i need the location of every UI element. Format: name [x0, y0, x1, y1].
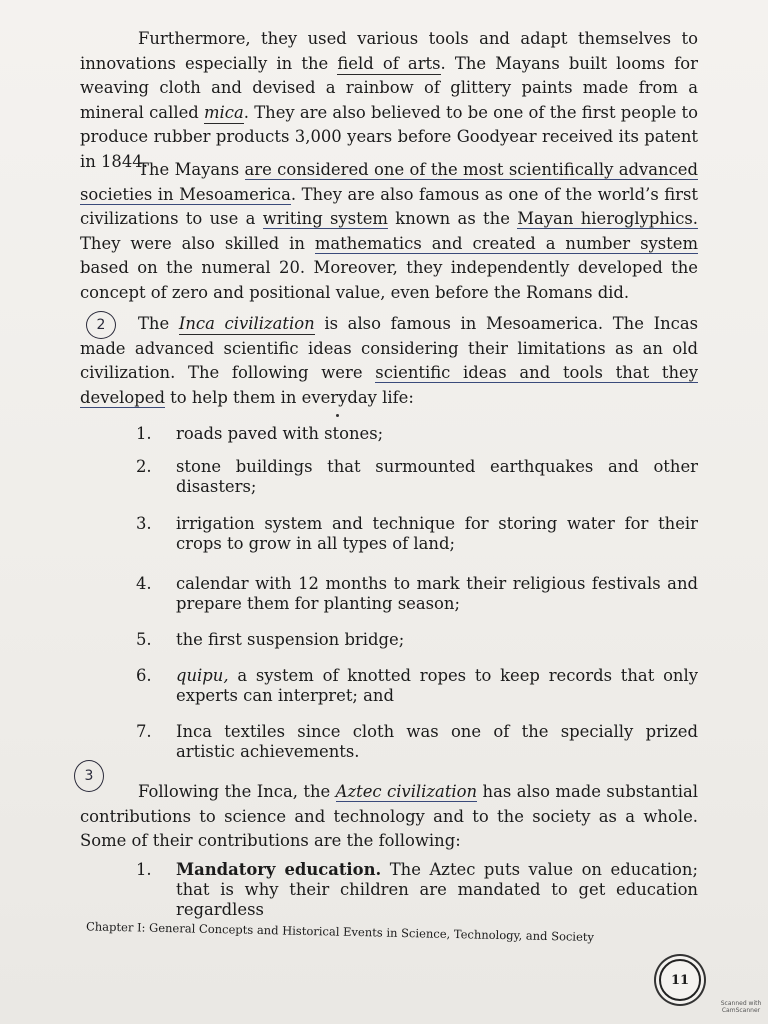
list-item	[136, 457, 698, 497]
list-text: irrigation system and technique for storing water for their crops to grow in all types of land;	[176, 514, 698, 553]
paragraph-inca-intro	[80, 312, 698, 410]
ink-underline: are considered one of the most scientifically advanced	[244, 160, 698, 179]
text: known as the	[387, 209, 518, 228]
paragraph-aztec-intro	[80, 780, 698, 854]
list-item	[136, 514, 698, 554]
handwritten-annotation: 2	[86, 311, 116, 339]
text: based on the numeral 20. Moreover, they independently developed the concept of zero and positional value, even before the Romans did.	[80, 258, 698, 302]
ink-underline: Aztec civilization	[335, 782, 478, 801]
ink-underline: scientific ideas and tools that they developed	[80, 363, 698, 407]
ink-underline: mathematics and created a number system	[314, 233, 698, 253]
text: is also famous in Mesoamerica. The Incas made advanced scientific ideas considering their limitations as an old civilization. The following were	[80, 314, 699, 382]
text: has also made substantial contributions to science and technology and to the society as a whole. Some of their contributions are the following:	[80, 782, 698, 850]
page-number: 11	[659, 959, 701, 1001]
text: The Mayans	[138, 160, 245, 179]
list-number: 5.	[136, 630, 152, 649]
list-text	[176, 666, 698, 706]
paragraph-mayan-tools	[80, 27, 698, 174]
list-text: calendar with 12 months to mark their religious festivals and prepare them for planting season;	[176, 574, 698, 613]
speck	[336, 414, 339, 417]
list-number: 2.	[136, 457, 152, 476]
list-text: the first suspension bridge;	[176, 630, 405, 649]
text: . The Mayans built looms for weaving cloth and devised a rainbow of glittery paints made from a mineral called	[80, 53, 699, 122]
list-item	[136, 722, 698, 762]
list-item	[136, 860, 698, 920]
underlined-term: mica	[204, 102, 244, 122]
list-number: 1.	[136, 424, 152, 443]
list-text-rest: a system of knotted ropes to keep records that only experts can interpret; and	[176, 666, 698, 705]
text: The	[138, 314, 179, 333]
term-quipu: quipu,	[176, 666, 229, 685]
list-text	[176, 860, 698, 920]
list-number: 7.	[136, 722, 152, 741]
list-number: 3.	[136, 514, 152, 533]
chapter-footer: Chapter I: General Concepts and Historical Events in Science, Technology, and Society	[85, 919, 595, 944]
scanner-watermark: Scanned with CamScanner	[720, 1000, 762, 1014]
list-text: roads paved with stones;	[176, 424, 384, 443]
text: Following the Inca, the	[138, 782, 336, 801]
ink-underline: writing system	[262, 209, 388, 228]
ink-underline: Mayan hieroglyphics.	[517, 209, 698, 228]
list-text: stone buildings that surmounted earthquakes and other disasters;	[176, 457, 698, 496]
text: to help them in everyday life:	[164, 387, 414, 407]
list-text-rest: The Aztec puts value on education; that is why their children are mandated to get education regardless	[176, 860, 698, 919]
list-number: 1.	[136, 860, 152, 879]
page-number-badge	[656, 956, 708, 1008]
list-item	[136, 424, 698, 444]
list-text: Inca textiles since cloth was one of the specially prized artistic achievements.	[176, 722, 698, 761]
list-item	[136, 666, 698, 706]
list-number: 6.	[136, 666, 152, 685]
text: Furthermore, they used various tools and adapt themselves to innovations especially in the	[80, 29, 698, 73]
list-number: 4.	[136, 574, 152, 593]
handwritten-annotation: 3	[74, 760, 104, 792]
paragraph-mayan-science	[80, 158, 698, 305]
text: . They are also believed to be one of the first people to produce rubber products 3,000 years before Goodyear received its patent in 1844.	[80, 102, 698, 171]
ink-underline: societies in Mesoamerica	[80, 184, 291, 204]
list-item	[136, 574, 698, 614]
list-heading: Mandatory education.	[176, 860, 382, 879]
underlined-phrase: field of arts	[337, 53, 441, 73]
text: They were also skilled in	[80, 233, 315, 253]
underlined-term: Inca civilization	[178, 314, 315, 333]
list-item	[136, 630, 698, 650]
text: . They are also famous as one of the world’s first civilizations to use a	[80, 184, 698, 228]
